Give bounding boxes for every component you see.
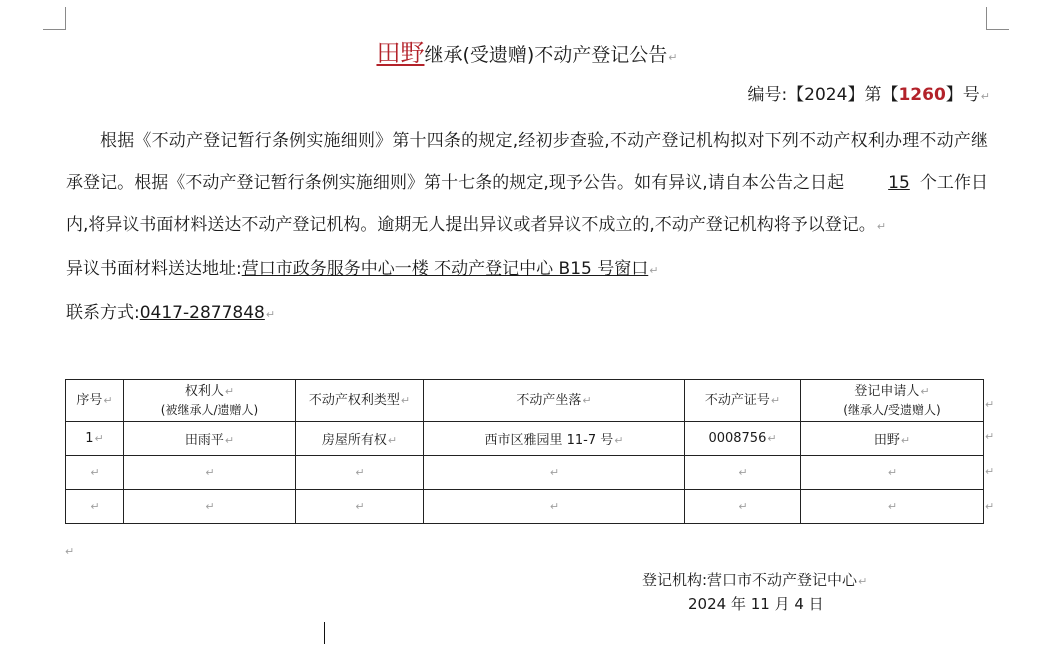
header-seq: 序号↵ bbox=[66, 380, 124, 422]
objection-address bbox=[66, 248, 988, 292]
cell-right-type: ↵ bbox=[296, 456, 424, 490]
cell-holder: ↵ bbox=[124, 456, 296, 490]
row-end-mark-icon: ↵ bbox=[985, 398, 995, 411]
paragraph-mark-icon: ↵ bbox=[65, 545, 75, 558]
row-end-mark-icon: ↵ bbox=[985, 500, 995, 513]
signature-block bbox=[642, 569, 867, 615]
signature-date: 2024 年 11 月 4 日 bbox=[688, 595, 824, 613]
cell-seq: 1↵ bbox=[66, 422, 124, 456]
header-cert-number: 不动产证号↵ bbox=[685, 380, 801, 422]
row-end-mark-icon: ↵ bbox=[985, 430, 995, 443]
crop-mark-top-right bbox=[986, 7, 1009, 30]
paragraph-mark-icon: ↵ bbox=[668, 51, 678, 64]
cell-cert-number: ↵ bbox=[685, 456, 801, 490]
cell-right-type: 房屋所有权↵ bbox=[296, 422, 424, 456]
paragraph-text-1: 根据《不动产登记暂行条例实施细则》第十四条的规定,经初步查验,不动产登记机构拟对下列不动产权利办理不动产继承登记。根据《不动产登记暂行条例实施细则》第十七条的规定,现予公告。如有异议,请自本公告之日起 bbox=[66, 131, 988, 193]
header-right-type: 不动产权利类型↵ bbox=[296, 380, 424, 422]
cell-cert-number: 0008756↵ bbox=[685, 422, 801, 456]
notice-body bbox=[66, 120, 988, 336]
cell-applicant: ↵ bbox=[801, 490, 984, 524]
table-row bbox=[66, 490, 984, 524]
document-title bbox=[0, 38, 1054, 73]
title-text: 继承(受遗赠)不动产登记公告 bbox=[424, 44, 668, 66]
table-row bbox=[66, 422, 984, 456]
reference-number bbox=[747, 82, 990, 110]
title-name: 田野 bbox=[376, 39, 425, 67]
cell-applicant: 田野↵ bbox=[801, 422, 984, 456]
working-days: 15 bbox=[888, 173, 910, 193]
ref-suffix: 】号 bbox=[945, 85, 980, 105]
contact-label: 联系方式: bbox=[66, 303, 140, 323]
cell-right-type: ↵ bbox=[296, 490, 424, 524]
crop-mark-top-left bbox=[43, 7, 66, 30]
cell-location: ↵ bbox=[424, 456, 685, 490]
paragraph-mark-icon: ↵ bbox=[980, 90, 990, 103]
paragraph-mark-icon: ↵ bbox=[649, 264, 659, 277]
paragraph-text-2: 个工作日内,将异议书面材料送达不动产登记机构。逾期无人提出异议或者异议不成立的,不动产登记机构将予以登记。 bbox=[66, 173, 988, 235]
table-row bbox=[66, 456, 984, 490]
header-holder: 权利人↵ (被继承人/遗赠人) bbox=[124, 380, 296, 422]
cell-location: 西市区雅园里 11-7 号↵ bbox=[424, 422, 685, 456]
paragraph-mark-icon: ↵ bbox=[265, 308, 276, 321]
property-table bbox=[65, 379, 984, 524]
header-location: 不动产坐落↵ bbox=[424, 380, 685, 422]
paragraph-mark-icon: ↵ bbox=[876, 220, 887, 233]
cell-holder: 田雨平↵ bbox=[124, 422, 296, 456]
contact-info bbox=[66, 292, 988, 336]
cell-holder: ↵ bbox=[124, 490, 296, 524]
cell-seq: ↵ bbox=[66, 456, 124, 490]
notice-paragraph bbox=[66, 120, 988, 248]
cell-seq: ↵ bbox=[66, 490, 124, 524]
header-applicant: 登记申请人↵ (继承人/受遗赠人) bbox=[801, 380, 984, 422]
address-label: 异议书面材料送达地址: bbox=[66, 259, 242, 279]
address-value: 营口市政务服务中心一楼 不动产登记中心 B15 号窗口 bbox=[241, 259, 649, 279]
ref-number: 1260 bbox=[898, 85, 946, 105]
paragraph-mark-icon: ↵ bbox=[858, 575, 868, 588]
cell-applicant: ↵ bbox=[801, 456, 984, 490]
cell-location: ↵ bbox=[424, 490, 685, 524]
contact-value: 0417-2877848 bbox=[139, 303, 265, 323]
text-cursor bbox=[324, 622, 325, 644]
cell-cert-number: ↵ bbox=[685, 490, 801, 524]
row-end-mark-icon: ↵ bbox=[985, 465, 995, 478]
ref-prefix: 编号:【2024】第【 bbox=[747, 85, 899, 105]
registration-org: 登记机构:营口市不动产登记中心 bbox=[642, 571, 858, 589]
table-header-row bbox=[66, 380, 984, 422]
